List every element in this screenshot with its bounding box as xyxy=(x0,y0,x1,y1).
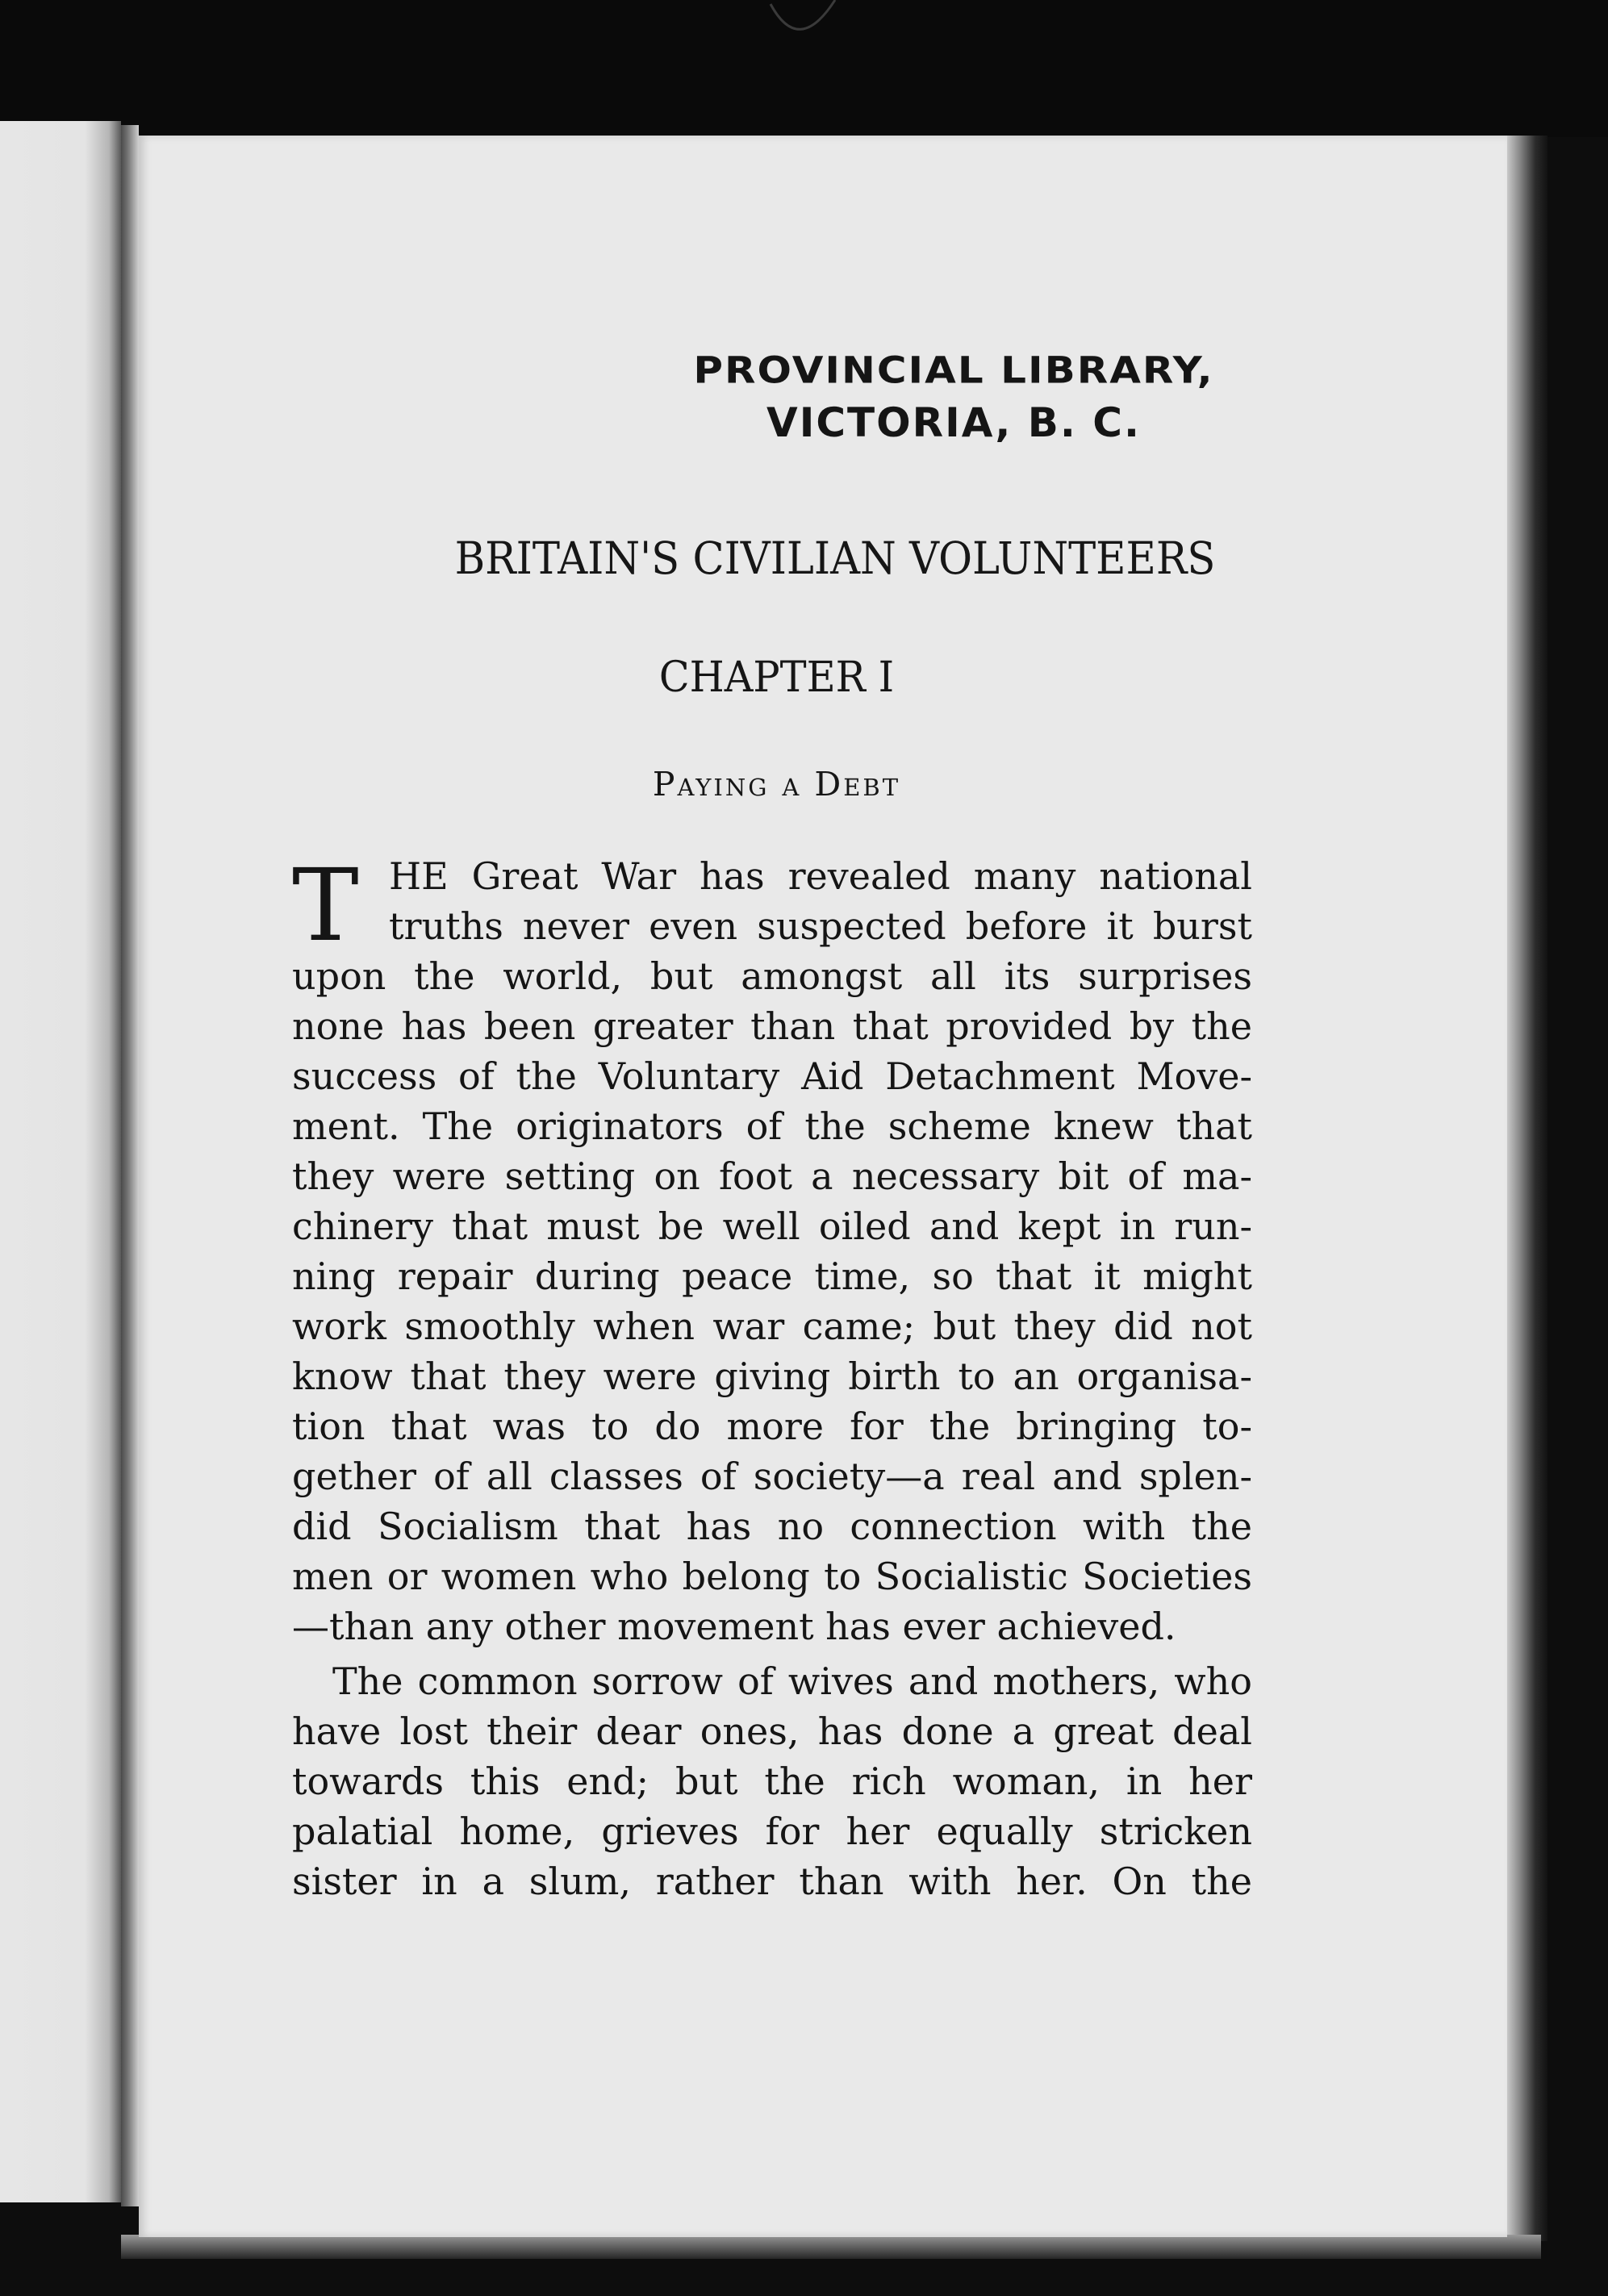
page-bottom-edge xyxy=(121,2235,1541,2259)
paragraph-2 xyxy=(292,1656,1252,1906)
body-text xyxy=(292,848,1252,1906)
chapter-heading: CHAPTER I xyxy=(658,653,895,702)
page-right-edge xyxy=(1507,136,1547,2241)
text-line: men or women who belong to Socialistic Societies xyxy=(292,1555,1252,1598)
text-line: truths never even suspected before it burst xyxy=(389,904,1252,948)
drop-cap: T xyxy=(292,848,359,964)
text-line: success of the Voluntary Aid Detachment Move- xyxy=(292,1054,1252,1098)
text-line: palatial home, grieves for her equally stricken xyxy=(292,1810,1252,1853)
book-title: BRITAIN'S CIVILIAN VOLUNTEERS xyxy=(454,532,1216,584)
facing-page-edge xyxy=(0,121,121,2202)
scan-stray-mark xyxy=(766,0,839,56)
text-line: upon the world, but amongst all its surprises xyxy=(292,954,1252,998)
text-line: sister in a slum, rather than with her. On the xyxy=(292,1860,1252,1903)
text-line: —than any other movement has ever achieved. xyxy=(292,1605,1176,1648)
chapter-subtitle: Paying a Debt xyxy=(652,765,901,804)
stamp-line-location: VICTORIA, B. C. xyxy=(766,399,1141,446)
library-stamp xyxy=(663,349,1244,445)
text-line: have lost their dear ones, has done a great deal xyxy=(292,1709,1252,1753)
text-line: tion that was to do more for the bringing to- xyxy=(292,1405,1252,1448)
text-line: gether of all classes of society—a real and splen- xyxy=(292,1455,1252,1498)
text-line: The common sorrow of wives and mothers, who xyxy=(332,1659,1252,1703)
text-line: ment. The originators of the scheme knew that xyxy=(292,1104,1252,1148)
text-line: ning repair during peace time, so that it might xyxy=(292,1254,1252,1298)
text-line: work smoothly when war came; but they did not xyxy=(292,1305,1252,1348)
text-line: know that they were giving birth to an organisa- xyxy=(292,1355,1252,1398)
text-line: chinery that must be well oiled and kept in run- xyxy=(292,1204,1252,1248)
text-line: they were setting on foot a necessary bit of ma- xyxy=(292,1154,1252,1198)
text-line: none has been greater than that provided by the xyxy=(292,1004,1252,1048)
stamp-line-library: PROVINCIAL LIBRARY, xyxy=(693,349,1214,392)
paragraph-1 xyxy=(292,848,1252,1651)
text-line: HE Great War has revealed many national xyxy=(389,854,1252,898)
text-line: towards this end; but the rich woman, in her xyxy=(292,1760,1252,1803)
book-gutter xyxy=(121,125,139,2206)
text-line: did Socialism that has no connection with the xyxy=(292,1505,1252,1548)
